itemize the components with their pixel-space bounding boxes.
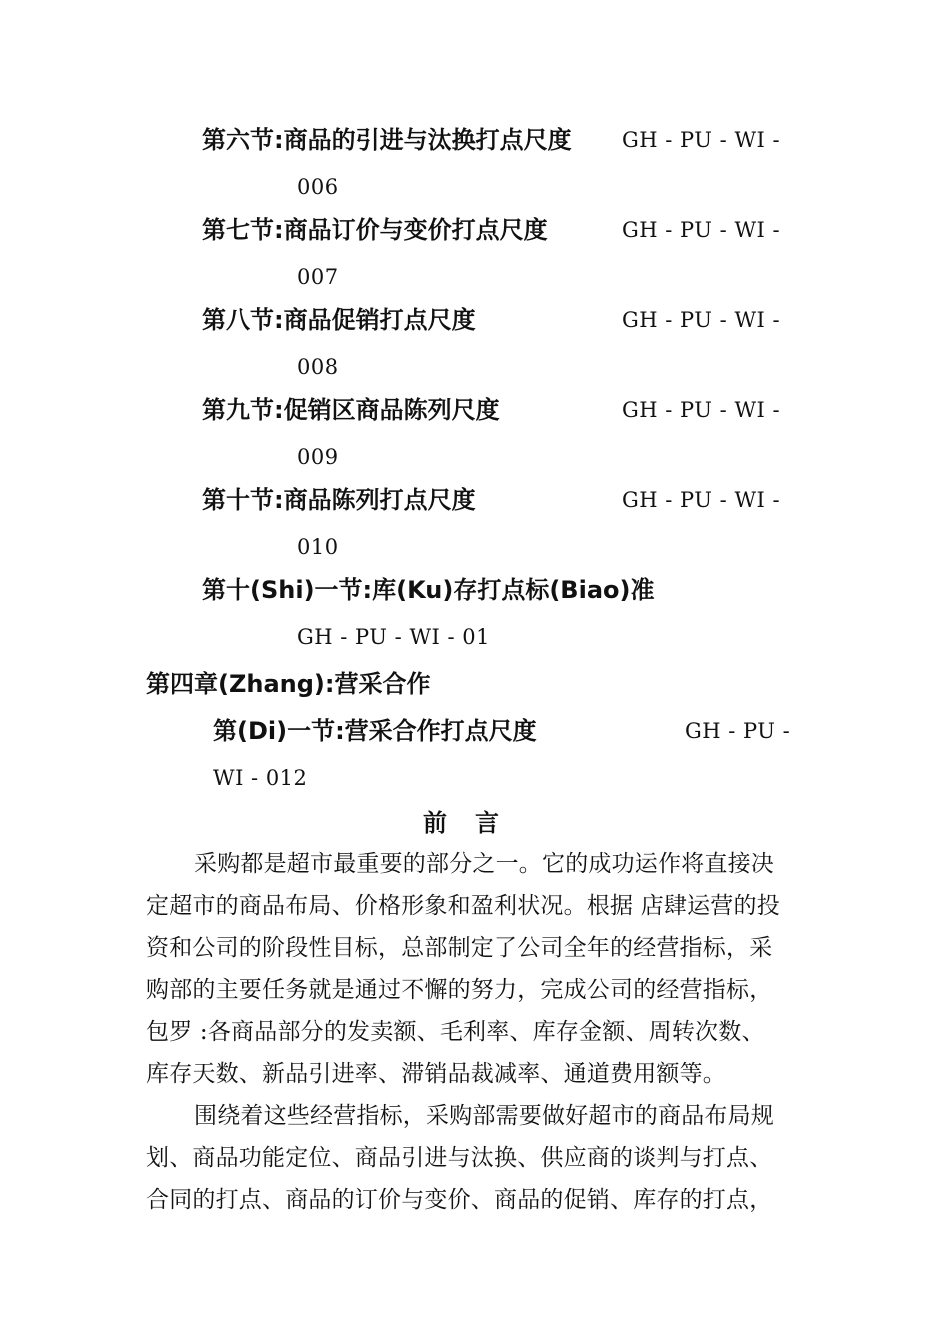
preface-line-2: 定超市的商品布局、价格形象和盈利状况。根据 店肆运营的投 bbox=[146, 893, 780, 919]
toc-section-8-title: 第八节:商品促销打点尺度 bbox=[202, 306, 476, 334]
toc-section-8-code: GH - PU - WI - bbox=[622, 308, 781, 332]
toc-section-10-code-cont: 010 bbox=[297, 535, 339, 559]
toc-section-9-title: 第九节:促销区商品陈列尺度 bbox=[202, 396, 500, 424]
preface-line-7: 围绕着这些经营指标，采购部需要做好超市的商品布局规 bbox=[194, 1103, 774, 1129]
preface-line-6: 库存天数、新品引进率、滞销品裁减率、通道费用额等。 bbox=[146, 1061, 726, 1087]
preface-line-4: 购部的主要任务就是通过不懈的努力，完成公司的经营指标， bbox=[146, 977, 773, 1003]
toc-section-9-code: GH - PU - WI - bbox=[622, 398, 781, 422]
toc-section-6-title: 第六节:商品的引进与汰换打点尺度 bbox=[202, 126, 572, 154]
preface-line-5: 包罗 :各商品部分的发卖额、毛利率、库存金额、周转次数、 bbox=[146, 1019, 765, 1045]
toc-section-6-code: GH - PU - WI - bbox=[622, 128, 781, 152]
toc-chapter-4-section-1-code: GH - PU - bbox=[685, 719, 791, 743]
toc-section-10-title: 第十节:商品陈列打点尺度 bbox=[202, 486, 476, 514]
toc-section-7-code: GH - PU - WI - bbox=[622, 218, 781, 242]
toc-chapter-4-section-1-code-cont: WI - 012 bbox=[213, 766, 308, 790]
toc-section-11-code: GH - PU - WI - 01 bbox=[297, 625, 490, 649]
toc-chapter-4-title: 第四章(Zhang):营采合作 bbox=[146, 670, 431, 698]
preface-line-3: 资和公司的阶段性目标，总部制定了公司全年的经营指标，采 bbox=[146, 935, 773, 961]
preface-title: 前言 bbox=[423, 809, 527, 837]
toc-section-6-code-cont: 006 bbox=[297, 175, 339, 199]
toc-section-7-title: 第七节:商品订价与变价打点尺度 bbox=[202, 216, 548, 244]
preface-line-1: 采购都是超市最重要的部分之一。它的成功运作将直接决 bbox=[194, 851, 774, 877]
toc-chapter-4-section-1-title: 第(Di)一节:营采合作打点尺度 bbox=[213, 717, 537, 745]
preface-line-9: 合同的打点、商品的订价与变价、商品的促销、库存的打点， bbox=[146, 1187, 773, 1213]
toc-section-10-code: GH - PU - WI - bbox=[622, 488, 781, 512]
toc-section-8-code-cont: 008 bbox=[297, 355, 339, 379]
toc-section-7-code-cont: 007 bbox=[297, 265, 339, 289]
toc-section-11-title: 第十(Shi)一节:库(Ku)存打点标(Biao)准 bbox=[202, 576, 655, 604]
toc-section-9-code-cont: 009 bbox=[297, 445, 339, 469]
preface-line-8: 划、商品功能定位、商品引进与汰换、供应商的谈判与打点、 bbox=[146, 1145, 773, 1171]
